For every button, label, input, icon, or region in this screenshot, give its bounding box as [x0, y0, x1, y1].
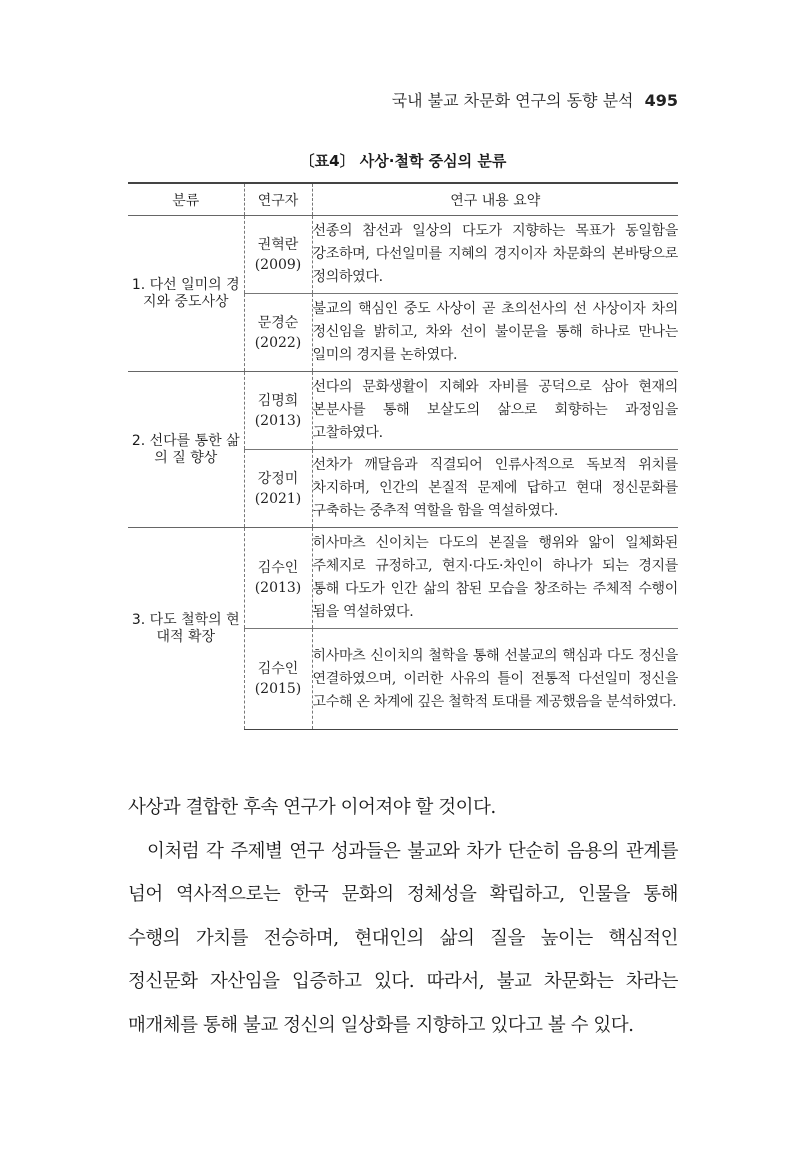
column-header-researcher: 연구자: [244, 183, 312, 216]
page-number: 495: [644, 91, 678, 110]
table-header-row: [128, 183, 678, 216]
researcher-year: (2015): [254, 681, 302, 697]
summary-cell: 히사마츠 신이치는 다도의 본질을 행위와 앎이 일체화된 주체지로 규정하고, 현지·다도·차인이 하나가 되는 경지를 통해 다도가 인간 삶의 참된 모습을 창조하는 주체적 수행이 됨을 역설하였다.: [312, 528, 678, 629]
researcher-cell: [244, 528, 312, 629]
researcher-year: (2013): [254, 580, 302, 596]
table-caption: 〔표4〕 사상·철학 중심의 분류: [299, 152, 507, 170]
researcher-cell: [244, 372, 312, 450]
column-header-summary: 연구 내용 요약: [312, 183, 678, 216]
researcher-year: (2022): [254, 334, 302, 351]
classification-table: [128, 182, 678, 730]
column-header-category: 분류: [128, 183, 244, 216]
researcher-name: 김수인: [257, 560, 299, 576]
researcher-year: (2021): [254, 490, 302, 507]
researcher-cell: [244, 450, 312, 528]
researcher-cell: [244, 216, 312, 294]
category-cell: 3. 다도 철학의 현대적 확장: [128, 528, 244, 730]
researcher-name: 김수인: [257, 661, 299, 677]
researcher-name: 문경순: [257, 314, 299, 331]
summary-cell: 선다의 문화생활이 지혜와 자비를 공덕으로 삼아 현재의 본분사를 통해 보살도의 삶으로 회향하는 과정임을 고찰하였다.: [312, 372, 678, 450]
researcher-name: 강정미: [257, 470, 299, 487]
summary-cell: 히사마츠 신이치의 철학을 통해 선불교의 핵심과 다도 정신을 연결하였으며, 이러한 사유의 틀이 전통적 다선일미 정신을 고수해 온 차계에 깊은 철학적 토대를 제공했음을 분석하였다.: [312, 629, 678, 730]
running-header: [392, 88, 678, 111]
researcher-year: (2013): [254, 412, 302, 429]
category-cell: 1. 다선 일미의 경지와 중도사상: [128, 216, 244, 372]
category-cell: 2. 선다를 통한 삶의 질 향상: [128, 372, 244, 528]
researcher-cell: [244, 629, 312, 730]
summary-cell: 불교의 핵심인 중도 사상이 곧 초의선사의 선 사상이자 차의 정신임을 밝히고, 차와 선이 불이문을 통해 하나로 만나는 일미의 경지를 논하였다.: [312, 294, 678, 372]
table-row: [128, 372, 678, 450]
paragraph: 사상과 결합한 후속 연구가 이어져야 할 것이다.: [128, 797, 496, 818]
summary-cell: 선차가 깨달음과 직결되어 인류사적으로 독보적 위치를 차지하며, 인간의 본질적 문제에 답하고 현대 정신문화를 구축하는 중추적 역할을 함을 역설하였다.: [312, 450, 678, 528]
researcher-name: 권혁란: [257, 236, 299, 253]
summary-cell: 선종의 참선과 일상의 다도가 지향하는 목표가 동일함을 강조하며, 다선일미를 지혜의 경지이자 차문화의 본바탕으로 정의하였다.: [312, 223, 678, 285]
researcher-name: 김명희: [257, 392, 299, 409]
paragraph: 이처럼 각 주제별 연구 성과들은 불교와 차가 단순히 음용의 관계를 넘어 역사적으로는 한국 문화의 정체성을 확립하고, 인물을 통해 수행의 가치를 전승하며, 현대인의 삶의 질을 높이는 핵심적인 정신문화 자산임을 입증하고 있다. 따라서, 불교 차문화는 차라는 매개체를 통해 불교 정신의 일상화를 지향하고 있다고 볼 수 있다.: [128, 840, 678, 1036]
table-row: [128, 216, 678, 294]
table-row: [128, 528, 678, 629]
researcher-cell: [244, 294, 312, 372]
body-text: [128, 786, 678, 1047]
running-title: 국내 불교 차문화 연구의 동향 분석: [391, 91, 634, 110]
researcher-year: (2009): [254, 256, 302, 273]
